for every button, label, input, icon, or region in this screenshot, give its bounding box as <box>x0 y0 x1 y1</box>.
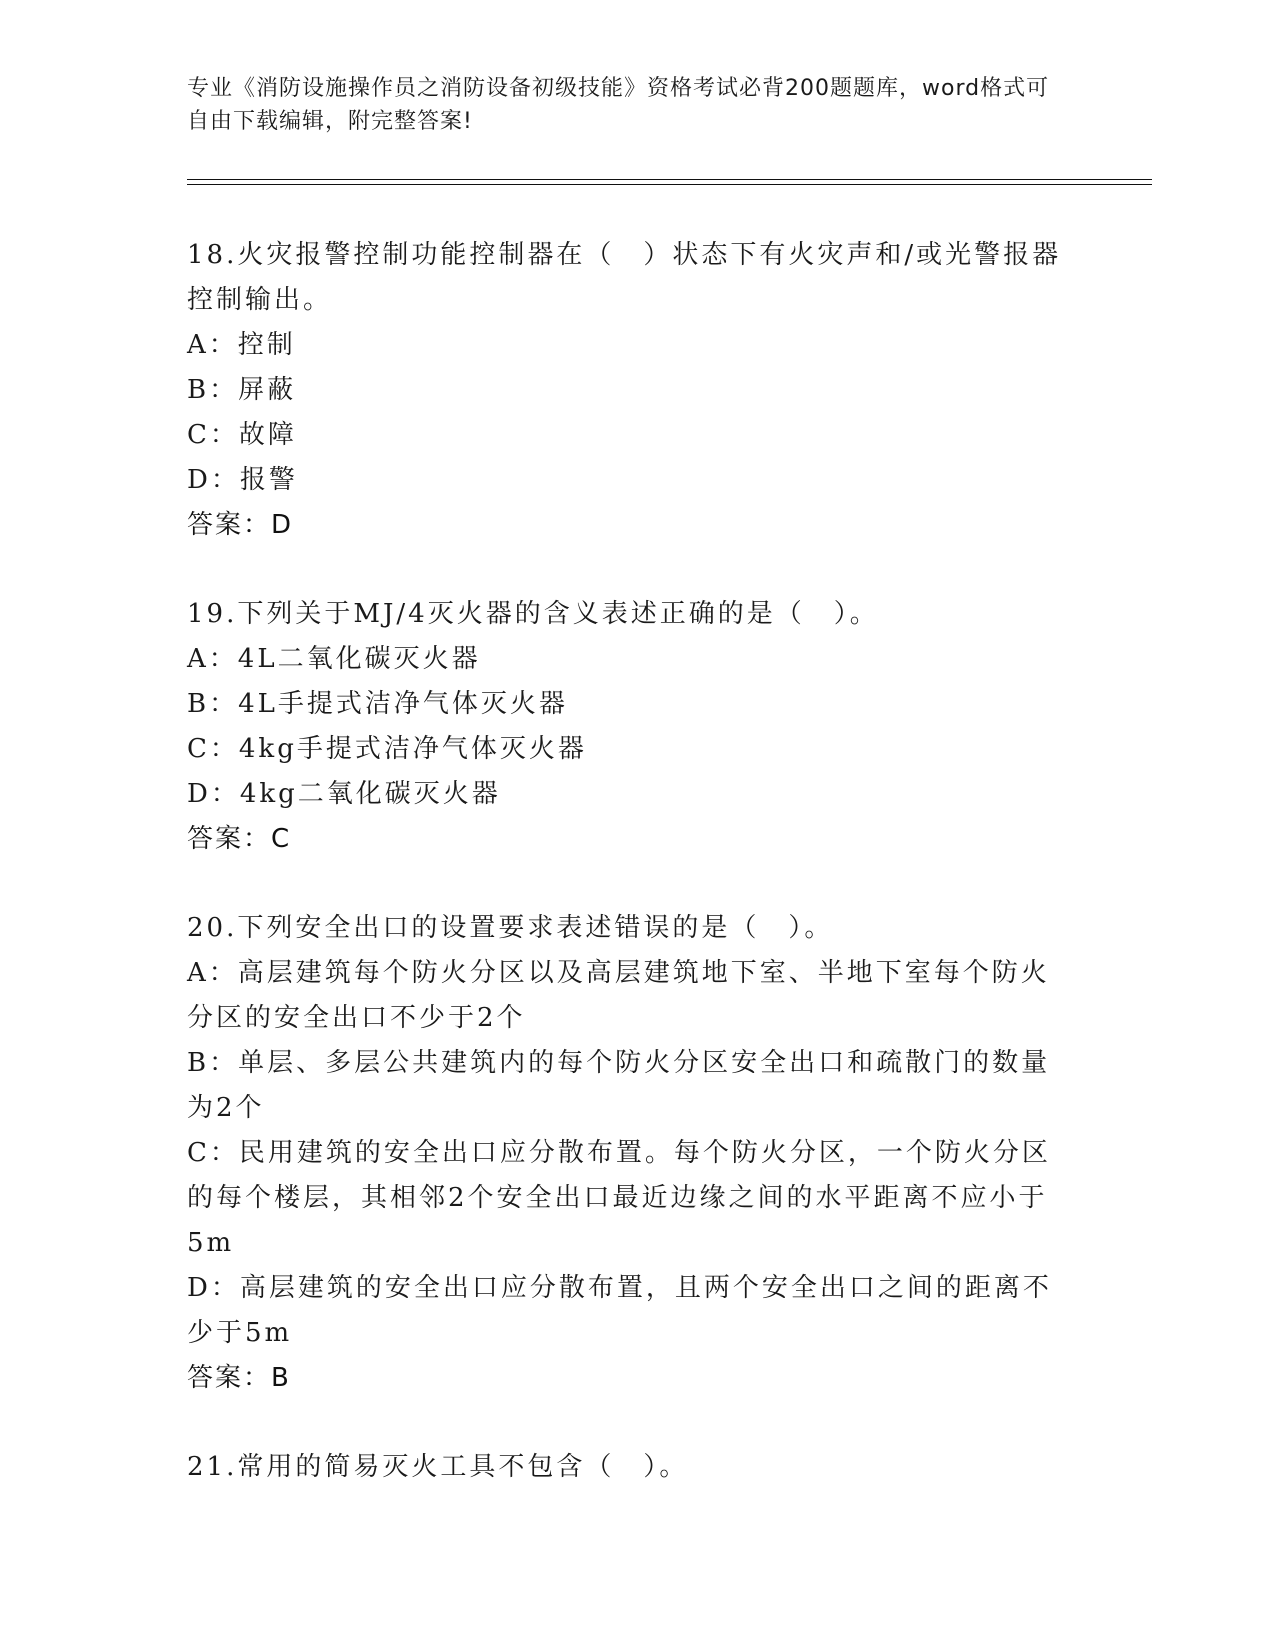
header-divider-top <box>187 179 1152 180</box>
option-b: B：屏蔽 <box>187 375 297 405</box>
option-a: A：控制 <box>187 330 296 360</box>
answer-label: 答案：D <box>187 510 294 540</box>
option-c: C：4kg手提式洁净气体灭火器 <box>187 734 587 764</box>
answer-label: 答案：B <box>187 1363 291 1393</box>
answer-label: 答案：C <box>187 824 292 854</box>
option-a: A：高层建筑每个防火分区以及高层建筑地下室、半地下室每个防火分区的安全出口不少于2个 <box>187 958 1050 1033</box>
option-b: B：单层、多层公共建筑内的每个防火分区安全出口和疏散门的数量为2个 <box>187 1048 1051 1123</box>
question-19 <box>187 592 1067 862</box>
option-a: A：4L二氧化碳灭火器 <box>187 644 481 674</box>
option-d: D：报警 <box>187 465 298 495</box>
question-list <box>187 233 1067 1534</box>
option-b: B：4L手提式洁净气体灭火器 <box>187 689 568 719</box>
question-stem: 21.常用的简易灭火工具不包含（ ）。 <box>187 1452 689 1482</box>
option-d: D：4kg二氧化碳灭火器 <box>187 779 501 809</box>
option-c: C：民用建筑的安全出口应分散布置。每个防火分区，一个防火分区的每个楼层，其相邻2个安全出口最近边缘之间的水平距离不应小于5m <box>187 1138 1051 1258</box>
document-header: 专业《消防设施操作员之消防设备初级技能》资格考试必背200题题库，word格式可自由下载编辑，附完整答案! <box>187 76 1050 134</box>
header-divider-bottom <box>187 184 1152 185</box>
question-stem: 20.下列安全出口的设置要求表述错误的是（ ）。 <box>187 913 834 943</box>
option-d: D：高层建筑的安全出口应分散布置，且两个安全出口之间的距离不少于5m <box>187 1273 1052 1348</box>
question-18 <box>187 233 1067 548</box>
option-c: C：故障 <box>187 420 297 450</box>
question-21 <box>187 1445 1067 1490</box>
question-20 <box>187 906 1067 1401</box>
question-stem: 19.下列关于MJ/4灭火器的含义表述正确的是（ ）。 <box>187 599 879 629</box>
question-stem: 18.火灾报警控制功能控制器在（ ）状态下有火灾声和/或光警报器控制输出。 <box>187 240 1062 315</box>
